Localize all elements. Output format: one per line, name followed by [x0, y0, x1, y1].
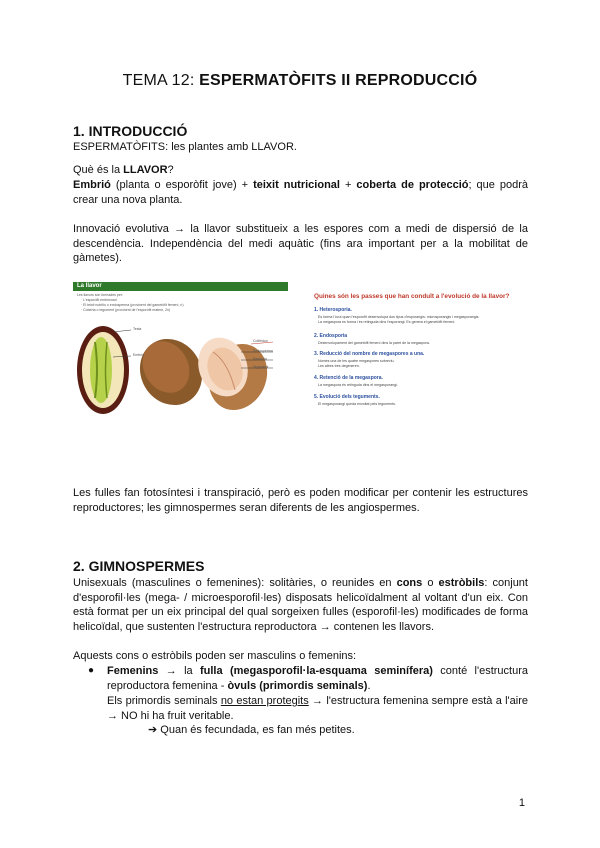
section-heading-introduccio: 1. INTRODUCCIÓ: [73, 123, 188, 139]
primordis-line: Els primordis seminals no estan protegits → l'estructura femenina sempre està a l'aire → NO hi ha fruit veritable.: [107, 695, 528, 722]
seed-figure-header: La llavor: [73, 282, 288, 291]
page-number: 1: [518, 797, 525, 809]
page-title: TEMA 12: ESPERMATÒFITS II REPRODUCCIÓ: [122, 72, 478, 89]
arrow-line: ➔ Quan és fecundada, es fan més petites.: [148, 724, 355, 736]
cones-intro: Aquests cons o estròbils poden ser masculins o femenins:: [73, 650, 357, 662]
leaves-paragraph: Les fulles fan fotosíntesi i transpiració, però es poden modificar per contenir les estructures reproductores; les gimnospermes seran diferents de les angiospermes.: [73, 487, 528, 514]
seed-figure: La llavor Les llavors són formades per: · L'esporòfit embrionari · El teixit nutritiu o endosperma (provinent del gametòfit femení, n) · Coberta o tegument (provinent de l'esporòfit matern, 2n) Testa Embrió Cotilèdon Endosperma Radícula Tegument: [73, 282, 288, 422]
bullet-femenins: Femenins → la fulla (megasporofil·la-esquama seminífera) conté l'estructura reproductora femenina - òvuls (primordis seminals).: [107, 665, 528, 692]
intro-line: ESPERMATÒFITS: les plantes amb LLAVOR.: [73, 141, 297, 153]
llavor-definition: Embrió (planta o esporòfit jove) + teixit nutricional + coberta de protecció; que podrà crear una nova planta.: [73, 179, 529, 206]
bullet-dot: ●: [88, 665, 95, 676]
seed-evolution-figure: Quines són les passes que han conduït a l'evolució de la llavor? 1. Heterosporia. Es forma l'òvul quan l'esporofit desenvolupa dos tipus d'esporangis: microsporangis i megasporangis. La megaspora es forma i és retinguda dins l'esporangi. Es genera el gametòfit femení. 2. Endosporia Desenvolupament del gametòfit femení dins la paret de la megaspora. 3. Reducció del nombre de megaspores a una. Només una de les quatre megaspores sobreviu. Les altres tres degeneren. 4. Retenció de la megaspora. La megaspora és retinguda dins el megasporangi. 5. Evolució dels teguments. El megasporangi queda envoltat pels teguments.: [310, 289, 532, 414]
llavor-question: Què és la LLAVOR?: [73, 164, 174, 176]
gimnospermes-paragraph: Unisexuals (masculines o femenines): solitàries, o reunides en cons o estròbils: conjunt d'esporofil·les (mega- / microesporofil·les) disposats helicoïdalment al voltant d'un eix. Con està format per un eix principal del qual sorgeixen fulles (esporofil·les) modificades de forma helicoïdal, que sustenten l'estructura reproductora → contenen les llavors.: [73, 577, 528, 633]
section-heading-gimnospermes: 2. GIMNOSPERMES: [73, 558, 205, 574]
innovation-paragraph: Innovació evolutiva → la llavor substitueix a les espores com a medi de dispersió de la descendència. Independència del medi aquàtic (fins ara important per a la mobilitat de gàmetes).: [73, 223, 528, 264]
evolution-figure-title: Quines són les passes que han conduït a l'evolució de la llavor?: [314, 293, 510, 300]
